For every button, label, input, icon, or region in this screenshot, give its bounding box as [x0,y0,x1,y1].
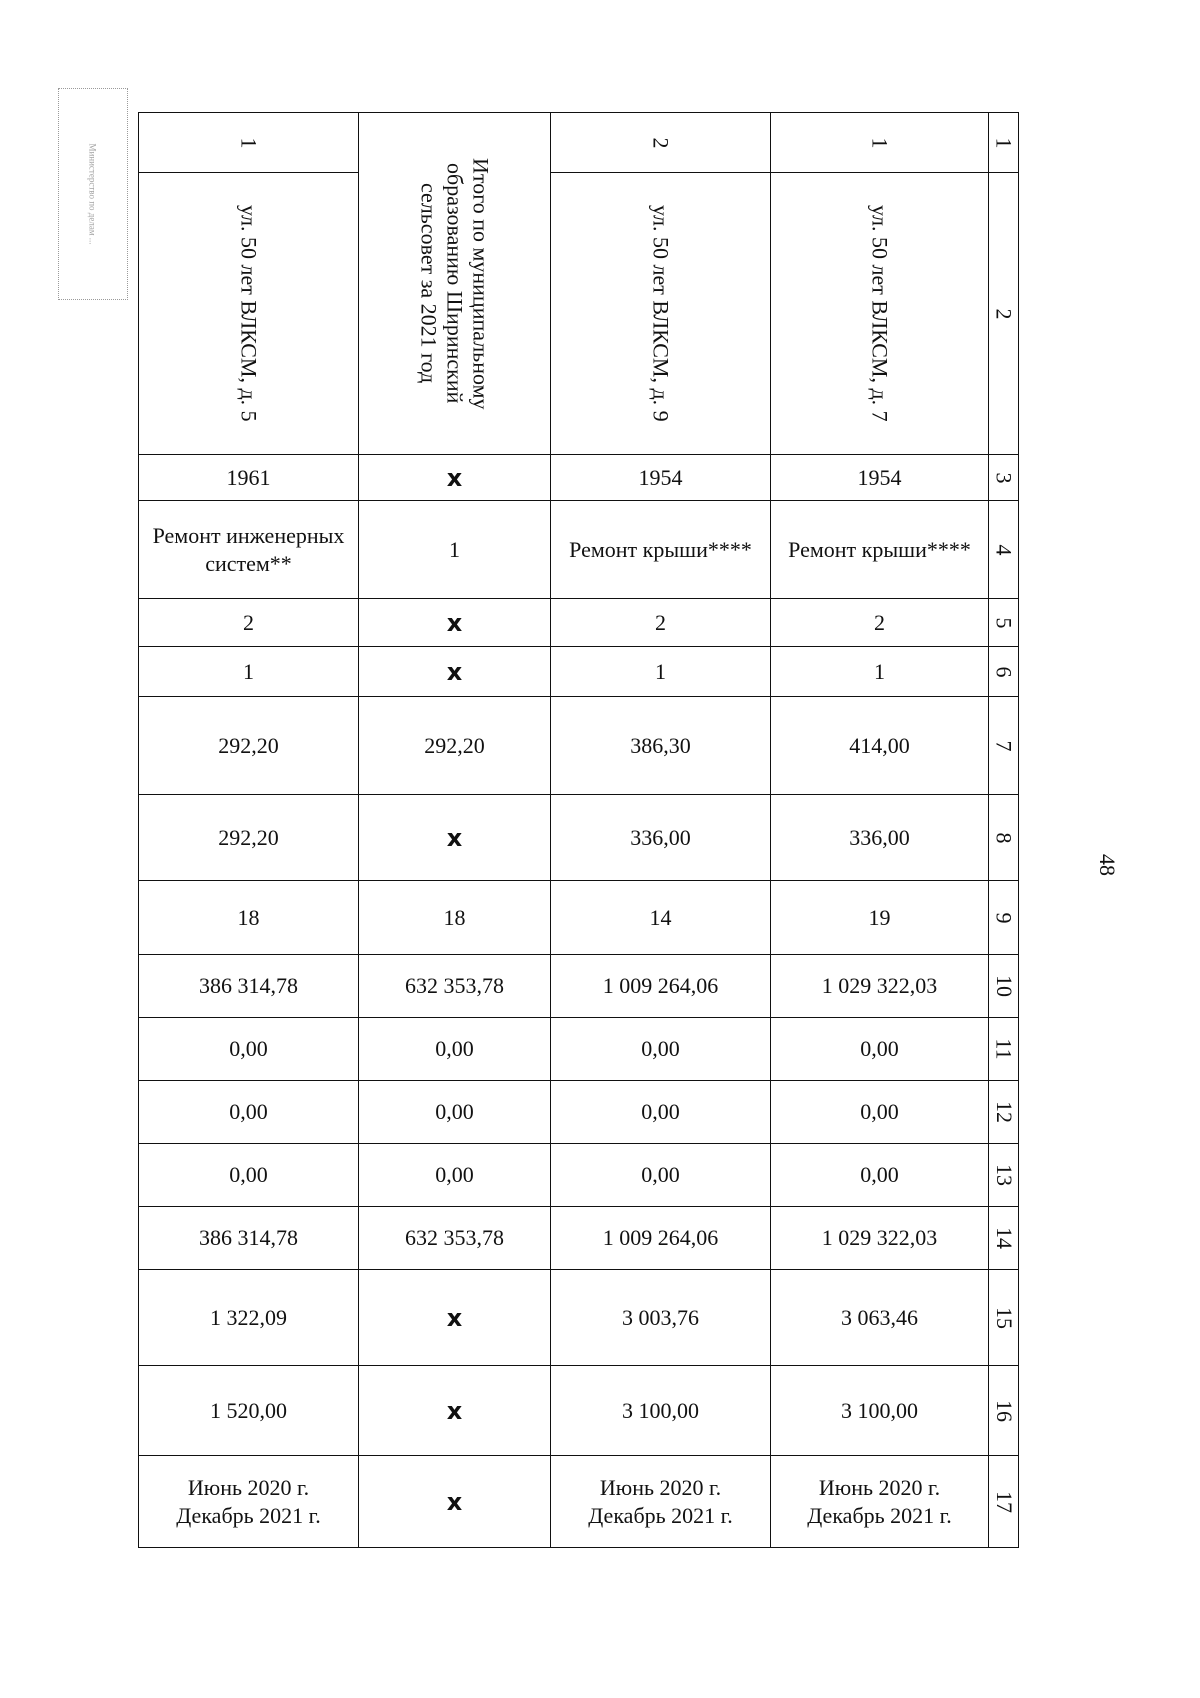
column-index: 14 [989,1207,1019,1270]
table-row [139,173,1019,455]
cell-text: ул. 50 лет ВЛКСМ, д. 7 [867,205,893,422]
cell: 1954 [551,455,771,501]
cell: 2 [139,599,359,647]
cell: 0,00 [139,1144,359,1207]
approval-stamp [58,88,128,300]
table-row [139,1366,1019,1456]
table-row [139,697,1019,795]
cell: 1 [359,501,551,599]
column-index: 15 [989,1270,1019,1366]
cell: 632 353,78 [359,1207,551,1270]
column-index: 3 [989,455,1019,501]
stamp-text: Министерство по делам ... [88,143,98,245]
cell: 1 029 322,03 [771,955,989,1018]
cell: 0,00 [771,1018,989,1081]
cell: Ремонт инженерных систем** [139,501,359,599]
cell: х [359,795,551,881]
cell: 2 [551,599,771,647]
cell [771,173,989,455]
cell: 3 100,00 [771,1366,989,1456]
cell [551,173,771,455]
cell: 1954 [771,455,989,501]
cell: 18 [139,881,359,955]
cell: 0,00 [359,1018,551,1081]
cell-line: Декабрь 2021 г. [176,1502,321,1528]
column-index: 6 [989,647,1019,697]
column-index: 4 [989,501,1019,599]
cell: 0,00 [359,1144,551,1207]
cell [139,1456,359,1548]
cell: 0,00 [771,1144,989,1207]
cell: 3 100,00 [551,1366,771,1456]
table-row [139,1207,1019,1270]
cell: 336,00 [551,795,771,881]
cell: 632 353,78 [359,955,551,1018]
cell: 1 [771,647,989,697]
cell: 386 314,78 [139,955,359,1018]
cell: 0,00 [551,1144,771,1207]
column-index: 5 [989,599,1019,647]
cell: 0,00 [551,1018,771,1081]
column-index: 7 [989,697,1019,795]
table-row [139,501,1019,599]
table-row [139,1081,1019,1144]
cell [551,1456,771,1548]
cell: 1 009 264,06 [551,1207,771,1270]
cell: 1 [551,647,771,697]
cell: 1 [139,647,359,697]
cell: 18 [359,881,551,955]
cell: 1 029 322,03 [771,1207,989,1270]
cell: 1 009 264,06 [551,955,771,1018]
cell: 336,00 [771,795,989,881]
column-index: 10 [989,955,1019,1018]
table-row [139,647,1019,697]
cell: 1 322,09 [139,1270,359,1366]
cell: 292,20 [139,697,359,795]
cell: х [359,647,551,697]
column-index: 1 [989,113,1019,173]
cell: Ремонт крыши**** [551,501,771,599]
cell: Ремонт крыши**** [771,501,989,599]
cell: 1 [139,113,359,173]
cell: 0,00 [139,1018,359,1081]
cell: 0,00 [771,1081,989,1144]
column-index: 11 [989,1018,1019,1081]
cell: 19 [771,881,989,955]
column-index: 12 [989,1081,1019,1144]
cell [359,113,551,455]
cell-line: Декабрь 2021 г. [588,1502,733,1528]
cell-text: ул. 50 лет ВЛКСМ, д. 5 [236,205,262,422]
table-row [139,599,1019,647]
cell: 3 003,76 [551,1270,771,1366]
cell: 2 [551,113,771,173]
cell: х [359,599,551,647]
cell-line: Июнь 2020 г. [818,1474,941,1500]
cell: 1 [771,113,989,173]
column-index: 8 [989,795,1019,881]
column-index: 16 [989,1366,1019,1456]
cell: 1961 [139,455,359,501]
column-index: 9 [989,881,1019,955]
cell: 0,00 [139,1081,359,1144]
cell-line: Декабрь 2021 г. [807,1502,952,1528]
cell: х [359,1270,551,1366]
page-number: 48 [1095,854,1120,876]
table-row [139,1018,1019,1081]
cell: 3 063,46 [771,1270,989,1366]
column-index: 17 [989,1456,1019,1548]
cell: 292,20 [139,795,359,881]
cell-line: Июнь 2020 г. [187,1474,310,1500]
cell-text: Итого по муниципальному образованию Ширинский сельсовет за 2021 год [416,157,494,410]
cell: 414,00 [771,697,989,795]
cell: х [359,455,551,501]
cell: 0,00 [551,1081,771,1144]
cell: 292,20 [359,697,551,795]
table-row [139,1144,1019,1207]
table-row [139,455,1019,501]
cell-text: ул. 50 лет ВЛКСМ, д. 9 [648,205,674,422]
column-index: 13 [989,1144,1019,1207]
cell-line: Июнь 2020 г. [599,1474,722,1500]
cell: 14 [551,881,771,955]
cell: 1 520,00 [139,1366,359,1456]
cell: 2 [771,599,989,647]
table-row [139,1456,1019,1548]
cell: 0,00 [359,1081,551,1144]
table-row [139,113,1019,173]
table-row [139,955,1019,1018]
cell: 386 314,78 [139,1207,359,1270]
repair-program-table [138,112,1019,1548]
cell: 386,30 [551,697,771,795]
cell: х [359,1456,551,1548]
table-row [139,795,1019,881]
table-row [139,881,1019,955]
table-row [139,1270,1019,1366]
cell [771,1456,989,1548]
column-index: 2 [989,173,1019,455]
cell: х [359,1366,551,1456]
cell [139,173,359,455]
